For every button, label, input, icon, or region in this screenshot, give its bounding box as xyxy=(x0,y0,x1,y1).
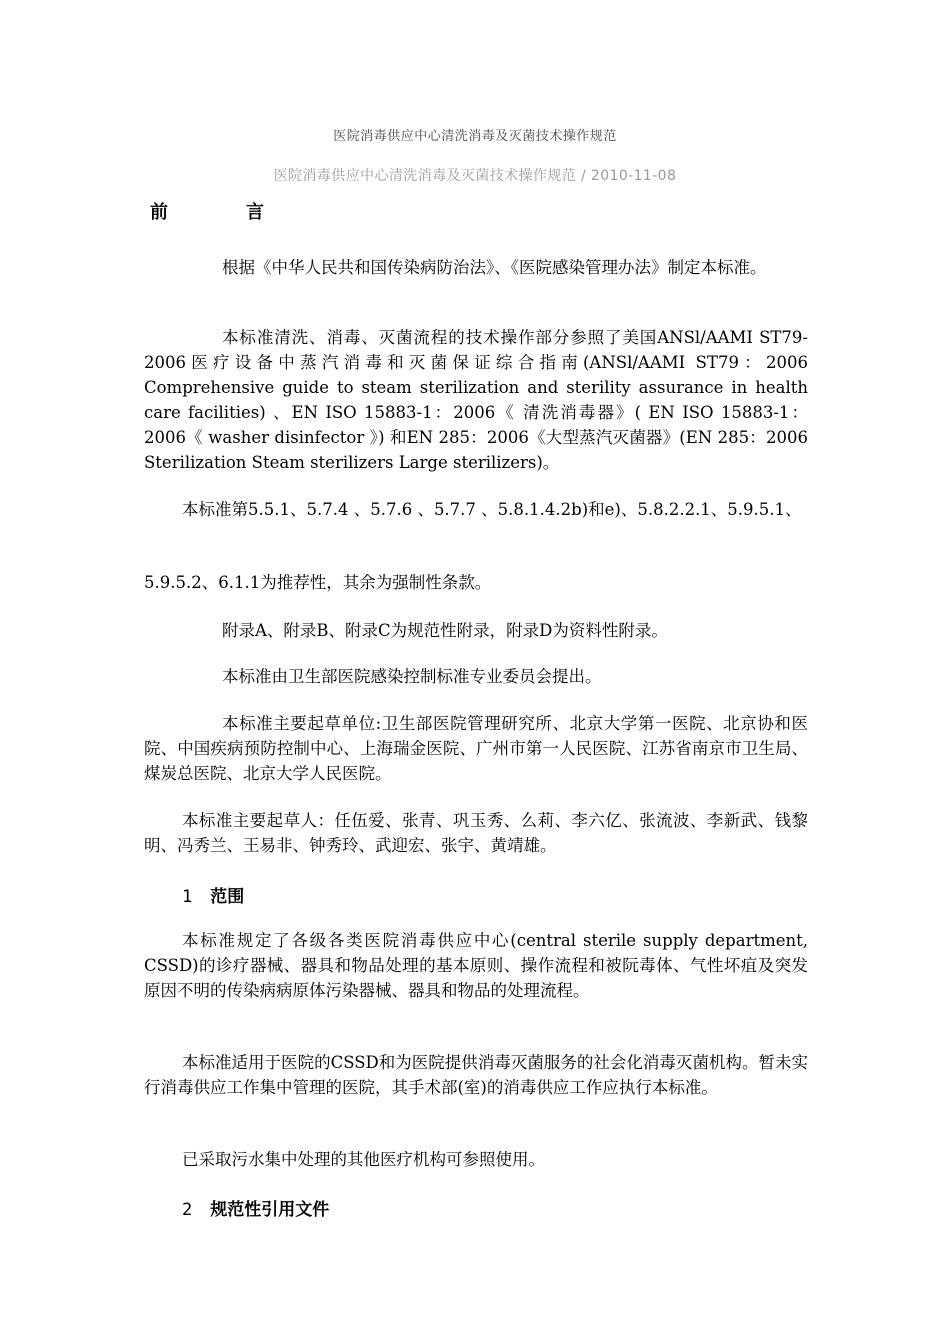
section-heading-scope xyxy=(182,882,244,907)
preface-heading xyxy=(150,198,264,224)
section-title: 范围 xyxy=(210,887,245,907)
paragraph-proposer: 本标准由卫生部医院感染控制标准专业委员会提出。 xyxy=(222,667,602,686)
document-subtitle: 医院消毒供应中心清洗消毒及灭菌技术操作规范 / 2010-11-08 xyxy=(273,168,677,184)
paragraph-recommended-clauses-cont: 5.9.5.2、6.1.1为推荐性，其余为强制性条款。 xyxy=(144,573,492,592)
section-number: 2 xyxy=(182,1200,193,1220)
document-title: 医院消毒供应中心清洗消毒及灭菌技术操作规范 xyxy=(333,129,617,144)
paragraph-scope-definition: 本标准规定了各级各类医院消毒供应中心(central sterile supply department, CSSD)的诊疗器械、器具和物品处理的基本原则、操作流程和被阮毒体、气性坏疽及突发原因不明的传染病病原体污染器械、器具和物品的处理流程。 xyxy=(144,931,808,1000)
paragraph-references: 本标准清洗、消毒、灭菌流程的技术操作部分参照了美国ANSl/AAMI ST79-2006医疗设备中蒸汽消毒和灭菌保证综合指南(ANSl/AAMI ST79：2006 Comprehensive guide to steam sterilization and sterility assurance in health care facilities) 、EN ISO 15883-1：2006《 清洗消毒器》( EN ISO 15883-1：2006《 washer disinfector 》) 和EN 285：2006《大型蒸汽灭菌器》(EN 285：2006 Sterilization Steam sterilizers Large sterilizers)。 xyxy=(144,328,808,472)
preface-heading-char-1: 前 xyxy=(150,202,168,223)
paragraph-scope-applicability: 本标准适用于医院的CSSD和为医院提供消毒灭菌服务的社会化消毒灭菌机构。暂未实行消毒供应工作集中管理的医院，其手术部(室)的消毒供应工作应执行本标准。 xyxy=(144,1053,808,1097)
paragraph-drafting-units: 本标准主要起草单位:卫生部医院管理研究所、北京大学第一医院、北京协和医院、中国疾病预防控制中心、上海瑞金医院、广州市第一人民医院、江苏省南京市卫生局、煤炭总医院、北京大学人民医院。 xyxy=(144,714,808,783)
paragraph-basis: 根据《中华人民共和国传染病防治法》、《医院感染管理办法》制定本标准。 xyxy=(222,258,767,277)
section-title: 规范性引用文件 xyxy=(210,1200,330,1220)
preface-heading-char-2: 言 xyxy=(246,202,264,223)
paragraph-recommended-clauses: 本标准第5.5.1、5.7.4 、5.7.6 、5.7.7 、5.8.1.4.2b)和e)、5.8.2.2.1、5.9.5.1、 xyxy=(182,500,802,519)
paragraph-scope-reference-use: 已采取污水集中处理的其他医疗机构可参照使用。 xyxy=(182,1150,545,1169)
paragraph-appendices: 附录A、附录B、附录C为规范性附录，附录D为资料性附录。 xyxy=(222,621,668,640)
section-heading-normative-references xyxy=(182,1195,329,1220)
section-number: 1 xyxy=(182,887,193,907)
paragraph-drafters: 本标准主要起草人：任伍爱、张青、巩玉秀、么莉、李六亿、张流波、李新武、钱黎明、冯秀兰、王易非、钟秀玲、武迎宏、张宇、黄靖雄。 xyxy=(144,811,808,855)
